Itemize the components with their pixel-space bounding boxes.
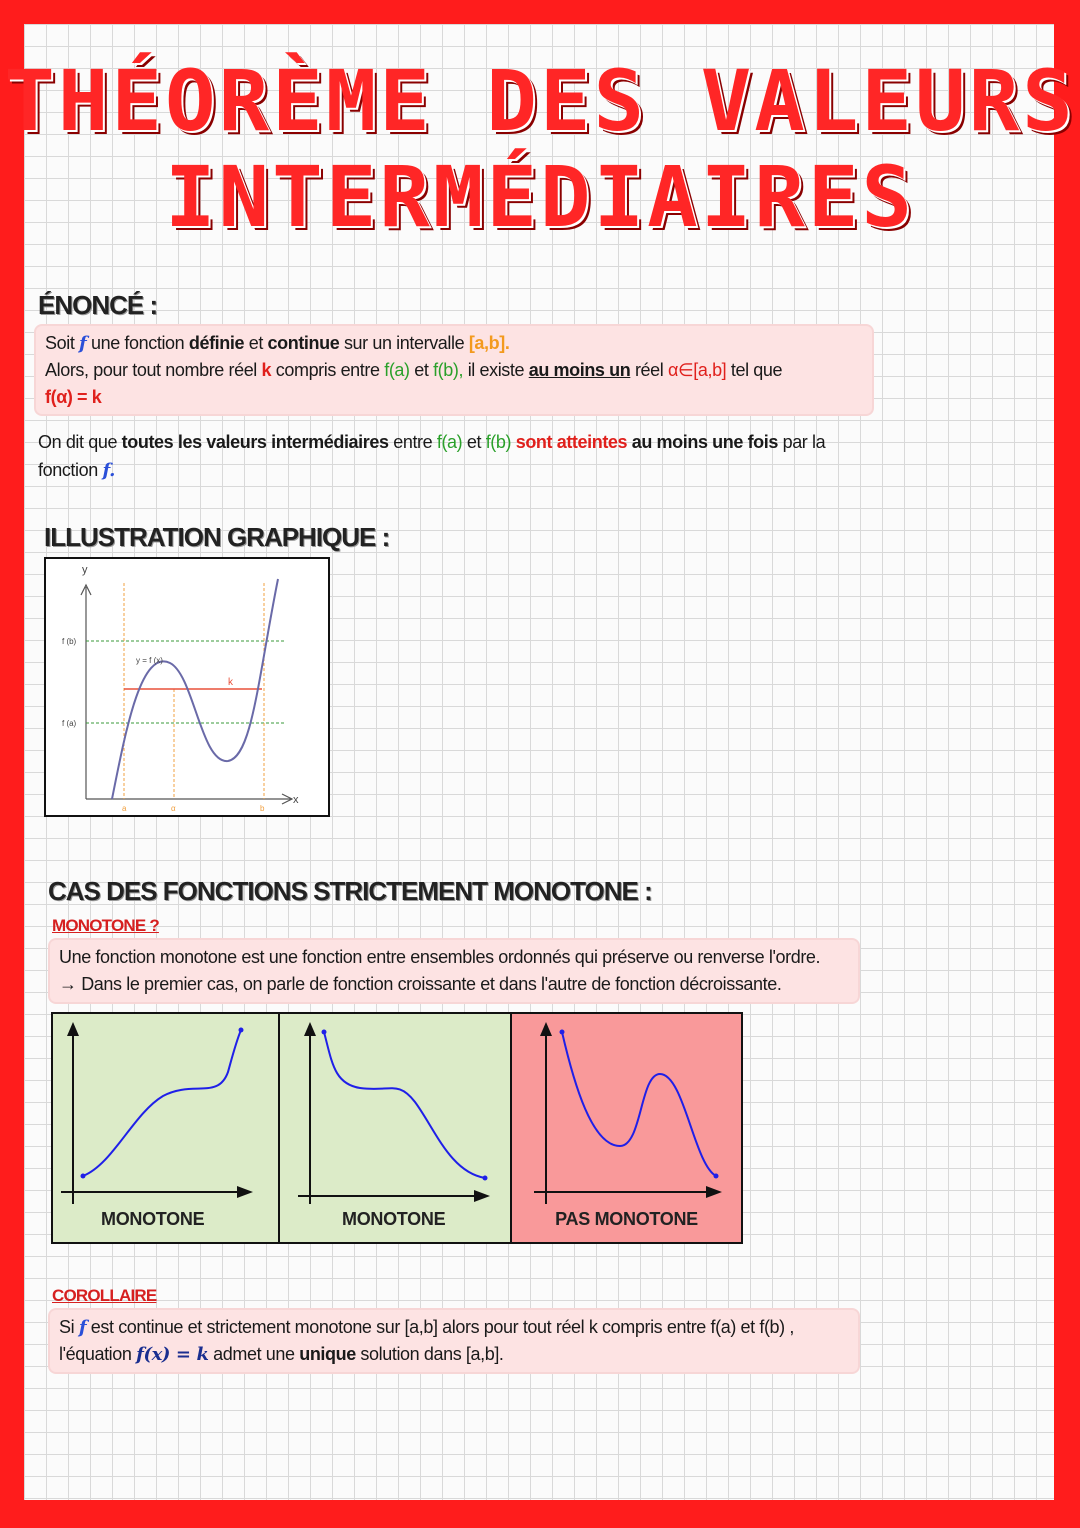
corollaire-line-2: l'équation f(x) = k admet une unique solution dans [a,b]. (59, 1344, 504, 1365)
panel-label: MONOTONE (342, 1209, 446, 1229)
enonce-line-1: Soit f une fonction définie et continue sur un intervalle [a,b]. (45, 333, 510, 354)
alpha-label: α (171, 804, 176, 813)
curve-start-point (81, 1174, 86, 1179)
enonce-line-3: f(α) = k (45, 387, 102, 407)
axis-x-arrow (706, 1186, 722, 1198)
title-line-1: THÉORÈME DES VALEURS (4, 52, 1076, 150)
ivt-graph-svg (46, 559, 328, 815)
y-label: y (82, 564, 88, 576)
axis-x-arrow (474, 1190, 490, 1202)
monotone-subheading: MONOTONE ? (52, 916, 159, 935)
axis-y-arrow (67, 1022, 79, 1036)
curve-start-point (322, 1030, 327, 1035)
b-label: b (260, 804, 265, 813)
curve-end-point (714, 1174, 719, 1179)
axis-x-arrow (237, 1186, 253, 1198)
increasing-graph (53, 1014, 278, 1242)
title-line-2: INTERMÉDIAIRES (164, 148, 915, 246)
curve-start-point (560, 1030, 565, 1035)
fb-label: f (b) (62, 637, 77, 646)
monotone-definition-line-1: Une fonction monotone est une fonction entre ensembles ordonnés qui préserve ou renverse l'ordre. (59, 947, 821, 967)
enonce-line-2: Alors, pour tout nombre réel k compris entre f(a) et f(b), il existe au moins un réel α∈[a,b] tel que (45, 360, 783, 380)
x-label: x (293, 794, 299, 806)
corollaire-box (50, 1310, 858, 1372)
a-label: a (122, 804, 127, 813)
k-label: k (228, 677, 233, 688)
curve (562, 1032, 716, 1176)
curve (83, 1030, 241, 1176)
not-monotone-panel (510, 1012, 743, 1244)
ondit-paragraph: On dit que toutes les valeurs intermédiaires entre f(a) et f(b) sont atteintes au moins une fois par la fonction f. (38, 432, 826, 481)
monotone-panel-decreasing (278, 1012, 512, 1244)
curve-label: y = f (x) (136, 656, 163, 665)
corollaire-subheading: COROLLAIRE (52, 1286, 157, 1305)
axis-y-arrow (304, 1022, 316, 1036)
panel-label: PAS MONOTONE (555, 1209, 698, 1229)
enonce-heading: ÉNONCÉ : (38, 290, 158, 320)
fa-label: f (a) (62, 719, 77, 728)
ivt-graph (44, 557, 330, 817)
panel-label: MONOTONE (101, 1209, 205, 1229)
not-monotone-graph (512, 1014, 741, 1242)
corollaire-line-1: Si f est continue et strictement monotone sur [a,b] alors pour tout réel k compris entre f(a) et f(b) , (59, 1317, 794, 1338)
monotone-panel-increasing (51, 1012, 280, 1244)
monotone-definition-box (50, 940, 858, 1002)
curve-end-point (239, 1028, 244, 1033)
decreasing-graph (280, 1014, 510, 1242)
curve (324, 1032, 485, 1178)
illustration-heading: ILLUSTRATION GRAPHIQUE : (44, 522, 390, 552)
curve-end-point (483, 1176, 488, 1181)
enonce-box (36, 326, 872, 414)
axis-y-arrow (540, 1022, 552, 1036)
monotone-heading: CAS DES FONCTIONS STRICTEMENT MONOTONE : (48, 876, 652, 906)
monotone-definition-line-2: → Dans le premier cas, on parle de fonction croissante et dans l'autre de fonction décroissante. (59, 974, 782, 994)
